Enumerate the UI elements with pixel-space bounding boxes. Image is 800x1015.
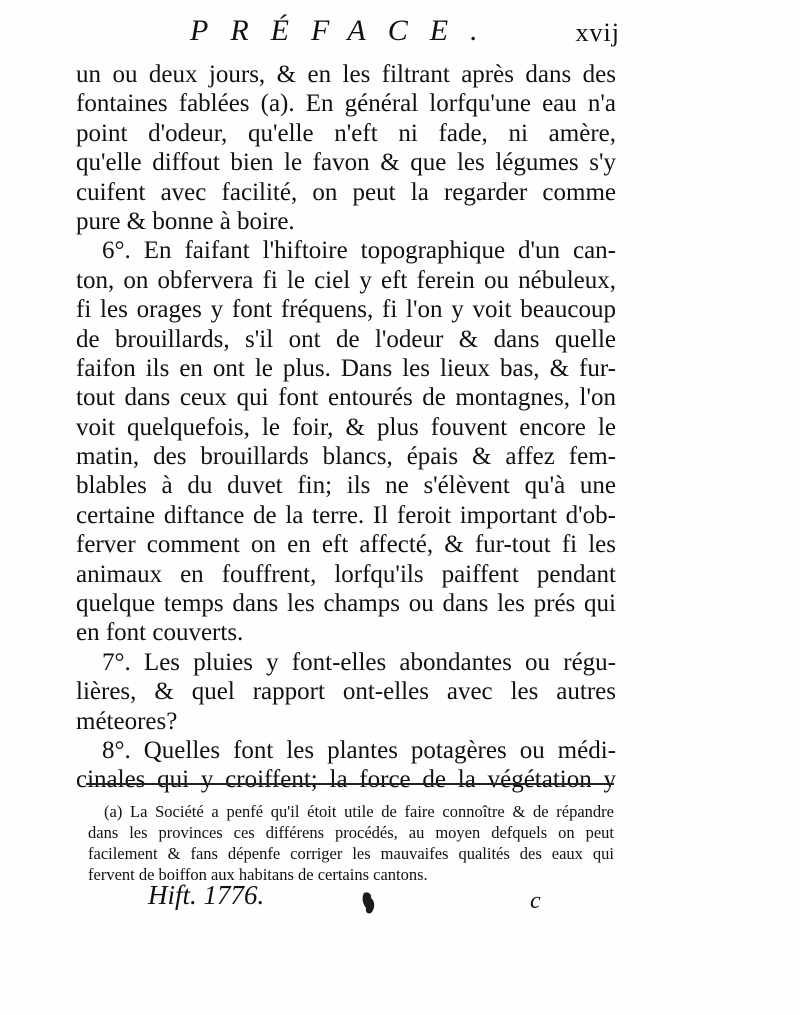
footnote: [88, 801, 614, 885]
text-line: 7°. Les pluies y font-elles abondantes ou régu-: [102, 648, 616, 676]
text-line: un ou deux jours, & en les filtrant après dans des: [76, 61, 616, 88]
signature-mark: Hift. 1776.: [148, 880, 265, 910]
text-line: ferver comment on en eft affecté, & fur-tout fi les: [76, 531, 616, 559]
text-line: qu'elle diffout bien le favon & que les légumes s'y: [76, 149, 616, 177]
footnote-line: facilement & fans dépenfe corriger les mauvaifes qualités des eaux qui: [88, 844, 614, 863]
text-line: en font couverts.: [76, 619, 244, 647]
text-line: cuifent avec facilité, on peut la regarder comme: [76, 178, 616, 206]
text-line: méteores?: [76, 707, 178, 735]
text-line: faifon ils en ont le plus. Dans les lieux bas, & fur-: [76, 354, 616, 382]
text-line: blables à du duvet fin; ils ne s'élèvent qu'à une: [76, 472, 616, 500]
text-line: fi les orages y font fréquens, fi l'on y voit beaucoup: [76, 296, 616, 324]
text-line: de brouillards, s'il ont de l'odeur & dans quelle: [76, 325, 616, 353]
footnote-divider: [86, 783, 614, 785]
text-line: point d'odeur, qu'elle n'eft ni fade, ni amère,: [76, 119, 616, 147]
text-line: tout dans ceux qui font entourés de montagnes, l'on: [76, 384, 616, 412]
text-line: cinales qui y croiffent; la force de la végétation y: [76, 766, 616, 794]
text-line: matin, des brouillards blancs, épais & affez fem-: [76, 443, 616, 471]
text-line: pure & bonne à boire.: [76, 207, 295, 235]
gathering-letter: c: [530, 888, 541, 914]
text-line: fontaines fablées (a). En général lorfqu'une eau n'a: [76, 90, 616, 118]
text-line: voit quelquefois, le foir, & plus fouvent encore le: [76, 413, 616, 441]
running-title: PRÉFACE.: [190, 14, 500, 47]
running-head: [60, 14, 620, 54]
text-line: 8°. Quelles font les plantes potagères ou médi-: [102, 736, 616, 764]
text-line: 6°. En faifant l'hiftoire topographique d'un can-: [102, 237, 616, 265]
text-line: ton, on obfervera fi le ciel y eft ferein ou nébuleux,: [76, 266, 616, 294]
footnote-line: dans les provinces ces différens procédés, au moyen defquels on peut: [88, 823, 614, 842]
text-line: certaine diftance de la terre. Il feroit important d'ob-: [76, 501, 616, 529]
ink-blot-icon: [358, 890, 382, 916]
text-line: animaux en fouffrent, lorfqu'ils paiffent pendant: [76, 560, 616, 588]
footnote-line: fervent de boiffon aux habitans de certains cantons.: [88, 865, 428, 884]
body-text: [76, 60, 616, 795]
page-number: xvij: [575, 18, 620, 47]
text-line: quelque temps dans les champs ou dans les prés qui: [76, 590, 616, 618]
text-line: lières, & quel rapport ont-elles avec les autres: [76, 678, 616, 706]
footnote-line: (a) La Société a penfé qu'il étoit utile de faire connoître & de répandre: [104, 802, 614, 821]
